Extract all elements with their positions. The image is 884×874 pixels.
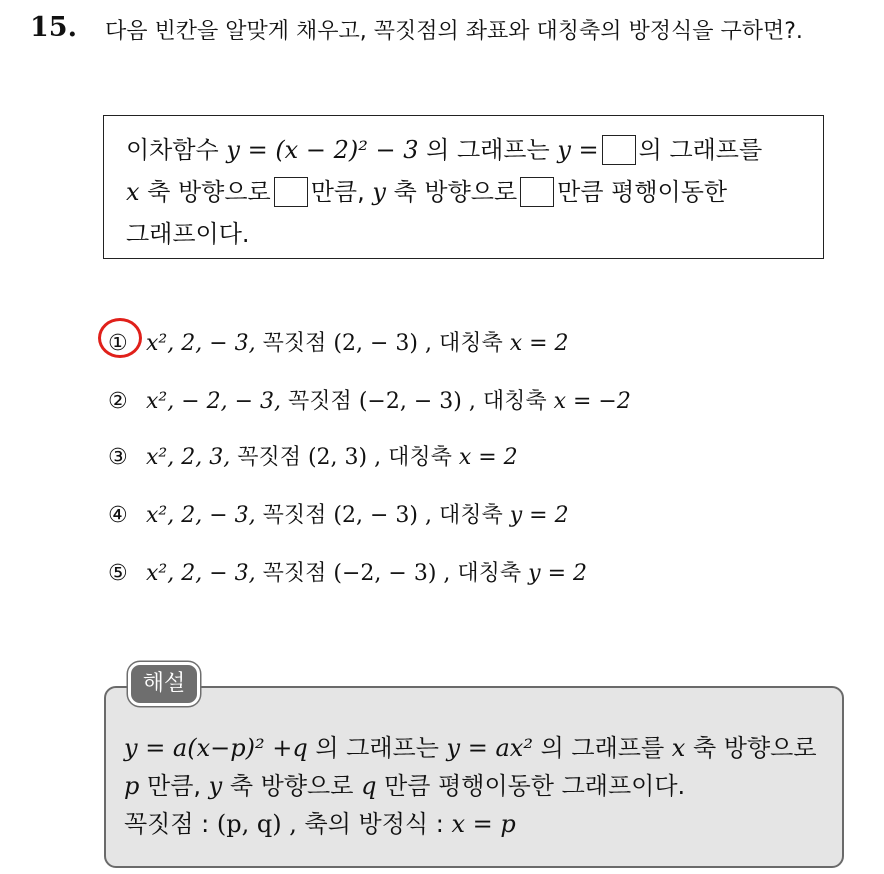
solution-tag: 해설 xyxy=(128,662,200,706)
solution-text: 축 방향으로 xyxy=(229,772,354,800)
solution-line-3 xyxy=(124,804,516,839)
blank-3[interactable] xyxy=(520,177,554,207)
choice-number: ③ xyxy=(108,445,128,470)
solution-math: p xyxy=(124,772,140,800)
choice-3[interactable] xyxy=(108,440,518,471)
axis-value: y = 2 xyxy=(509,503,569,528)
choice-2[interactable] xyxy=(108,384,631,415)
box-text: 만큼 평행이동한 xyxy=(557,178,728,206)
box-text: 이차함수 xyxy=(126,136,219,164)
axis-label: 대칭축 xyxy=(388,445,452,470)
solution-math: q xyxy=(361,772,377,800)
box-line-2 xyxy=(126,172,727,207)
solution-text: 의 그래프는 xyxy=(315,734,439,762)
axis-label: 대칭축 xyxy=(438,503,503,528)
box-math: x xyxy=(126,178,140,206)
vertex-value: (2, 3) , xyxy=(307,445,382,470)
solution-math: y = a(x−p)² +q xyxy=(124,734,308,762)
solution-math: x xyxy=(671,734,686,762)
solution-math: (p, q) , xyxy=(216,810,297,838)
vertex-label: 꼭짓점 xyxy=(262,331,327,356)
vertex-value: (−2, − 3) , xyxy=(333,561,451,586)
choice-number: ④ xyxy=(108,503,128,528)
vertex-label: 꼭짓점 xyxy=(262,503,327,528)
box-text: 만큼, xyxy=(310,178,365,206)
axis-value: x = −2 xyxy=(553,389,631,414)
axis-value: y = 2 xyxy=(528,561,588,586)
solution-math: y xyxy=(208,772,223,800)
choice-values: x², 2, − 3, xyxy=(146,561,256,586)
solution-math: x = p xyxy=(451,810,516,838)
solution-text: 축 방향으로 xyxy=(692,734,817,762)
choice-number: ② xyxy=(108,389,128,414)
vertex-label: 꼭짓점 xyxy=(288,389,352,414)
choice-number: ① xyxy=(108,331,128,356)
solution-text: 만큼 평행이동한 그래프이다. xyxy=(384,772,686,800)
axis-label: 대칭축 xyxy=(482,389,547,414)
box-text: 그래프이다. xyxy=(126,220,250,248)
vertex-value: (2, − 3) , xyxy=(333,331,432,356)
vertex-label: 꼭짓점 xyxy=(262,561,327,586)
box-line-3 xyxy=(126,214,250,249)
question-text: 다음 빈칸을 알맞게 채우고, 꼭짓점의 좌표와 대칭축의 방정식을 구하면?. xyxy=(105,19,803,44)
solution-text: 만큼, xyxy=(147,772,202,800)
blank-2[interactable] xyxy=(274,177,308,207)
box-text: 축 방향으로 xyxy=(393,178,518,206)
vertex-value: (−2, − 3) , xyxy=(358,389,476,414)
solution-line-1 xyxy=(124,728,817,763)
solution-line-2 xyxy=(124,766,685,801)
axis-label: 대칭축 xyxy=(457,561,522,586)
box-math: y = xyxy=(557,136,599,164)
choice-5[interactable] xyxy=(108,556,587,587)
box-text: 의 그래프를 xyxy=(638,136,763,164)
axis-value: x = 2 xyxy=(458,445,518,470)
function-expression: y = (x − 2)² − 3 xyxy=(226,136,419,164)
vertex-label: 꼭짓점 xyxy=(237,445,301,470)
axis-value: x = 2 xyxy=(509,331,569,356)
choice-values: x², 2, 3, xyxy=(146,445,231,470)
choice-values: x², 2, − 3, xyxy=(146,331,256,356)
box-text: 축 방향으로 xyxy=(147,178,271,206)
choice-number: ⑤ xyxy=(108,561,128,586)
choice-values: x², 2, − 3, xyxy=(146,503,256,528)
solution-box xyxy=(104,686,844,868)
problem-box xyxy=(103,115,824,259)
solution-math: y = ax² xyxy=(446,734,533,762)
choice-values: x², − 2, − 3, xyxy=(146,389,282,414)
vertex-value: (2, − 3) , xyxy=(333,503,432,528)
axis-label: 대칭축 xyxy=(438,331,503,356)
box-math: y xyxy=(372,178,386,206)
solution-text: 의 그래프를 xyxy=(540,734,665,762)
question-number: 15. xyxy=(30,12,77,43)
solution-text: 축의 방정식 : xyxy=(304,810,444,838)
box-line-1 xyxy=(126,130,762,165)
blank-1[interactable] xyxy=(602,135,636,165)
choice-1[interactable] xyxy=(108,326,569,357)
solution-text: 꼭짓점 : xyxy=(124,810,210,838)
choice-4[interactable] xyxy=(108,498,569,529)
box-text: 의 그래프는 xyxy=(426,136,550,164)
